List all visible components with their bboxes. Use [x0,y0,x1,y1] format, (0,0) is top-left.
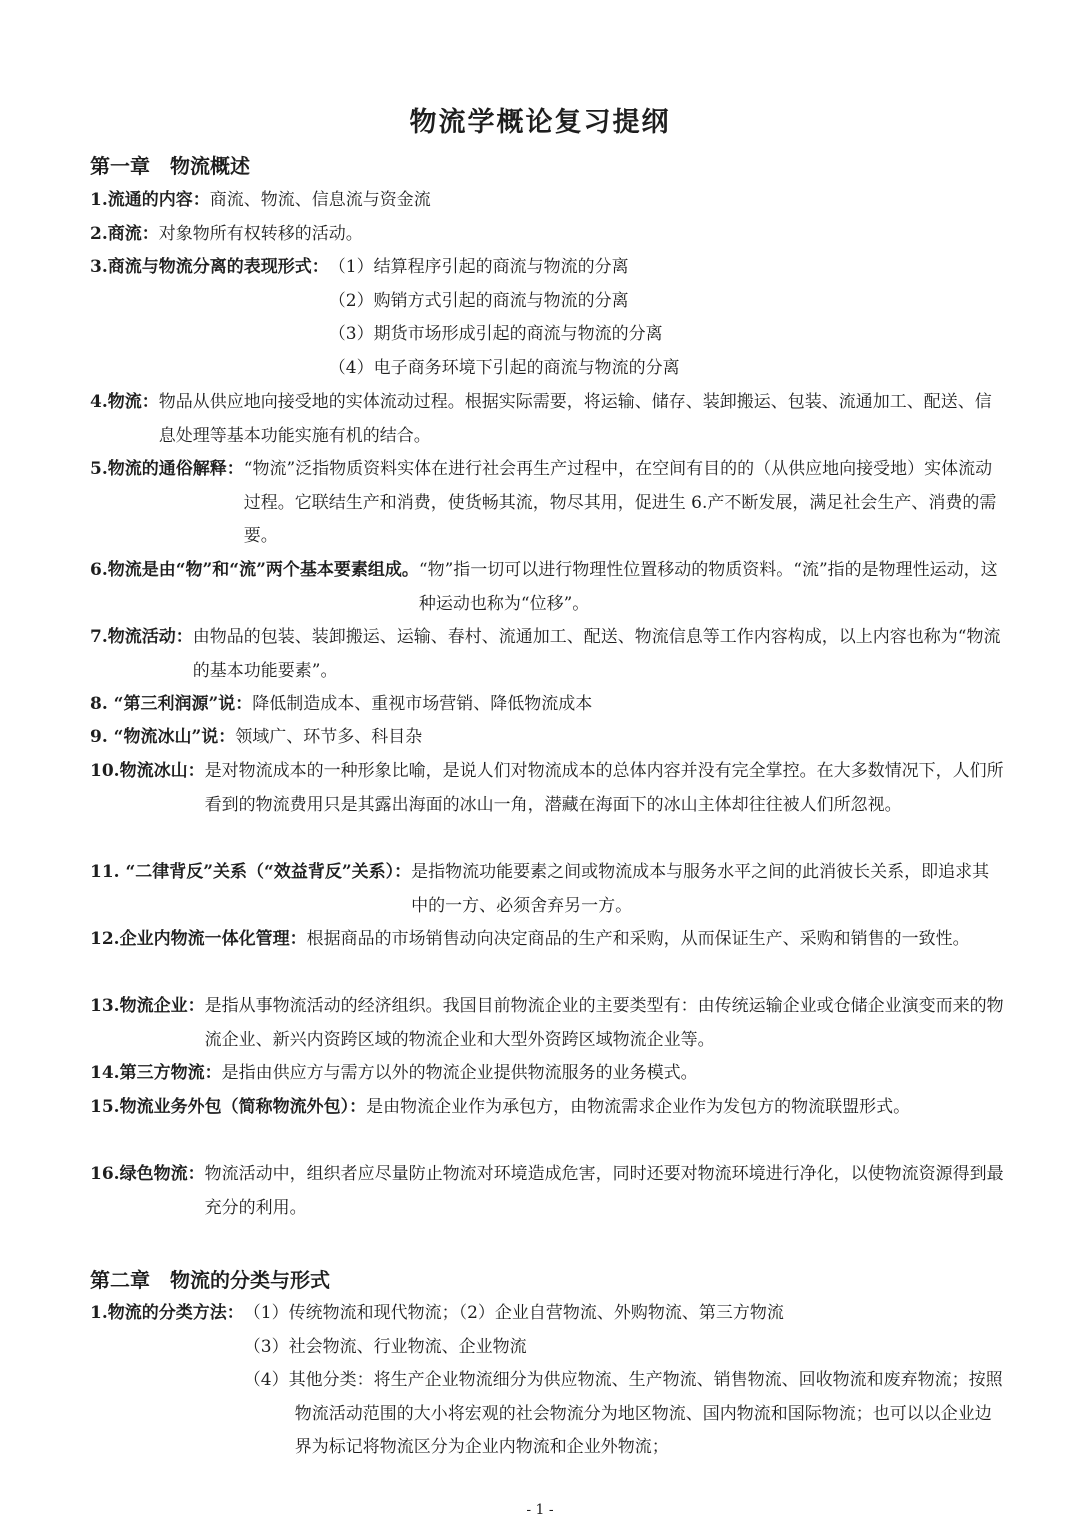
item-body: 物流活动中，组织者应尽量防止物流对环境造成危害，同时还要对物流环境进行净化，以使物流资源得到最充分的利用。 [204,1164,1004,1218]
item-sublist [329,251,1005,385]
item-term: 2.商流： [90,224,159,244]
item-term: 16.绿色物流： [90,1164,205,1184]
ch1-item-16 [90,1158,1005,1225]
item-body: 是由物流企业作为承包方，由物流需求企业作为发包方的物流联盟形式。 [366,1097,911,1117]
item-term: 7.物流活动： [90,627,193,647]
item-term: 13.物流企业： [90,996,205,1016]
sub-item: （4）电子商务环境下引起的商流与物流的分离 [328,357,680,378]
item-term: 1.流通的内容： [90,190,210,210]
ch1-item-1 [90,184,1005,218]
item-body: 是指物流功能要素之间或物流成本与服务水平之间的此消彼长关系，即追求其中的一方、必须舍弃另一方。 [411,862,990,916]
page-number: - 1 - [526,1502,554,1518]
item-term: 15.物流业务外包（简称物流外包）： [90,1097,367,1117]
item-term: 4.物流： [90,392,159,412]
item-body: 是对物流成本的一种形象比喻，是说人们对物流成本的总体内容并没有完全掌控。在大多数情况下，人们所看到的物流费用只是其露出海面的冰山一角，潜藏在海面下的冰山主体却往往被人们所忽视。 [204,761,1004,815]
ch1-item-11 [90,856,1005,923]
item-body: 由物品的包装、装卸搬运、运输、春村、流通加工、配送、物流信息等工作内容构成，以上内容也称为“物流的基本功能要素”。 [192,627,1001,681]
ch1-item-7 [90,621,1005,688]
item-term: 12.企业内物流一体化管理： [90,929,307,949]
item-term: 6.物流是由“物”和“流”两个基本要素组成。 [90,560,419,580]
sub-item: （2）购销方式引起的商流与物流的分离 [328,290,629,311]
item-body: 根据商品的市场销售动向决定商品的生产和采购，从而保证生产、采购和销售的一致性。 [306,929,970,949]
ch1-item-14 [90,1057,1005,1091]
item-term: 1.物流的分类方法： [90,1303,244,1323]
ch1-item-13 [90,990,1005,1057]
ch1-item-4 [90,386,1005,453]
item-term: 5.物流的通俗解释： [90,459,244,479]
chapter-1-heading: 第一章 物流概述 [90,154,250,178]
ch2-item-1 [90,1297,1005,1465]
sub-item: （1）传统物流和现代物流；（2）企业自营物流、外购物流、第三方物流 [243,1303,784,1323]
item-body: 物品从供应地向接受地的实体流动过程。根据实际需要，将运输、储存、装卸搬运、包装、流通加工、配送、信息处理等基本功能实施有机的结合。 [158,392,992,446]
item-term: 10.物流冰山： [90,761,205,781]
item-body: 对象物所有权转移的活动。 [158,224,363,244]
document-title: 物流学概论复习提纲 [409,107,671,138]
sub-item: （3）社会物流、行业物流、企业物流 [243,1336,527,1357]
ch1-item-5 [90,453,1005,554]
item-term: 3.商流与物流分离的表现形式： [90,257,329,277]
ch1-item-10 [90,755,1005,822]
item-body: 是指从事物流活动的经济组织。我国目前物流企业的主要类型有：由传统运输企业或仓储企业演变而来的物流企业、新兴内资跨区域的物流企业和大型外资跨区域物流企业等。 [204,996,1004,1050]
chapter-2-heading: 第二章 物流的分类与形式 [90,1268,330,1292]
ch1-item-12 [90,923,1005,957]
sub-item: （1）结算程序引起的商流与物流的分离 [328,257,629,277]
item-term: 9. “物流冰山”说： [90,727,236,747]
ch1-item-9 [90,721,1005,755]
item-body: 商流、物流、信息流与资金流 [209,190,431,210]
item-sublist [244,1297,1005,1465]
ch1-item-6 [90,554,1005,621]
item-body: “物”指一切可以进行物理性位置移动的物质资料。“流”指的是物理性运动，这种运动也称为“位移”。 [418,560,998,614]
item-body: 是指由供应方与需方以外的物流企业提供物流服务的业务模式。 [221,1063,698,1083]
ch1-item-2 [90,218,1005,252]
ch1-item-3 [90,251,1005,385]
item-body: 领域广、环节多、科目杂 [235,727,423,747]
item-body: “物流”泛指物质资料实体在进行社会再生产过程中，在空间有目的的（从供应地向接受地）实体流动过程。它联结生产和消费，使货畅其流，物尽其用，促进生 6.产不断发展，满足社会生产、消费的需要。 [243,459,997,546]
ch1-item-15 [90,1091,1005,1125]
sub-item: （3）期货市场形成引起的商流与物流的分离 [328,324,663,344]
item-term: 14.第三方物流： [90,1063,222,1083]
item-term: 8. “第三利润源”说： [90,694,253,714]
item-term: 11. “二律背反”关系（“效益背反”关系）： [90,862,412,882]
ch1-item-8 [90,688,1005,722]
item-body: 降低制造成本、重视市场营销、降低物流成本 [252,694,593,714]
sub-item: （4）其他分类：将生产企业物流细分为供应物流、生产物流、销售物流、回收物流和废弃物流；按照物流活动范围的大小将宏观的社会物流分为地区物流、国内物流和国际物流；也可以以企业边界为标记将物流区分为企业内物流和企业外物流； [243,1370,1003,1457]
